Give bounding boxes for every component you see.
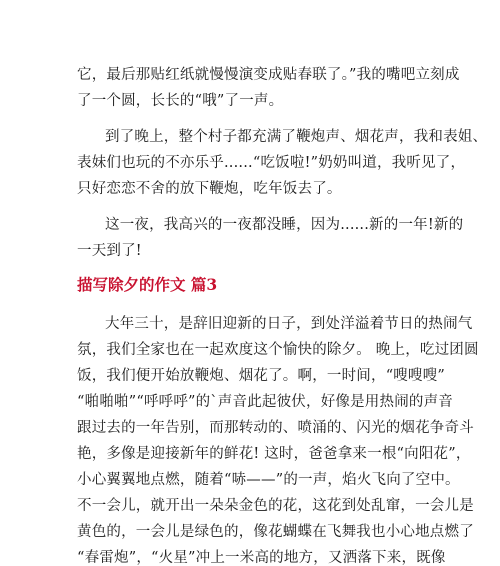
text-line: 表妹们也玩的不亦乐乎......“吃饭啦!”奶奶叫道，我听见了， [77,155,466,171]
text-line: 这一夜，我高兴的一夜都没睡，因为......新的一年!新的 [105,217,464,233]
text-line: 不一会儿，就开出一朵朵金色的花，这花到处乱窜，一会儿是 [77,498,474,514]
text-line: 它，最后那贴红纸就慢慢演变成贴春联了。”我的嘴吧立刻成 [77,67,460,83]
text-line: 大年三十，是辞旧迎新的日子，到处洋溢着节日的热闹气 [105,316,473,332]
text-line: 跟过去的一年告别，而那转动的、喷涌的、闪光的烟花争奇斗 [77,420,474,436]
text-line: 黄色的，一会儿是绿色的，像花蝴蝶在飞舞我也小心地点燃了 [77,524,474,540]
text-line: 到了晚上，整个村子都充满了鞭炮声、烟花声，我和表姐、 [105,129,488,145]
text-line: 一天到了! [77,243,142,259]
text-line: 饭，我们便开始放鞭炮、烟花了。啊，一时间，“嗖嗖嗖” [77,368,446,384]
text-line: 只好恋恋不舍的放下鞭炮，吃年饭去了。 [77,181,342,197]
text-line: “啪啪啪”“呼呼呼”的`声音此起彼伏，好像是用热闹的声音 [77,394,453,410]
text-line: 艳，多像是迎接新年的鲜花! 这时，爸爸拿来一根“向阳花”， [77,446,471,462]
text-line: 了一个圆，长长的“哦”了一声。 [77,93,284,109]
text-line: “春雷炮”，“火星”冲上一米高的地方，又洒落下来，既像 [77,550,446,566]
text-line: 氛，我们全家也在一起欢度这个愉快的除夕。 晚上，吃过团圆 [77,342,479,358]
section-heading: 描写除夕的作文 篇3 [77,275,218,294]
text-line: 小心翼翼地点燃，随着“哧——”的一声，焰火飞向了空中。 [77,472,460,488]
